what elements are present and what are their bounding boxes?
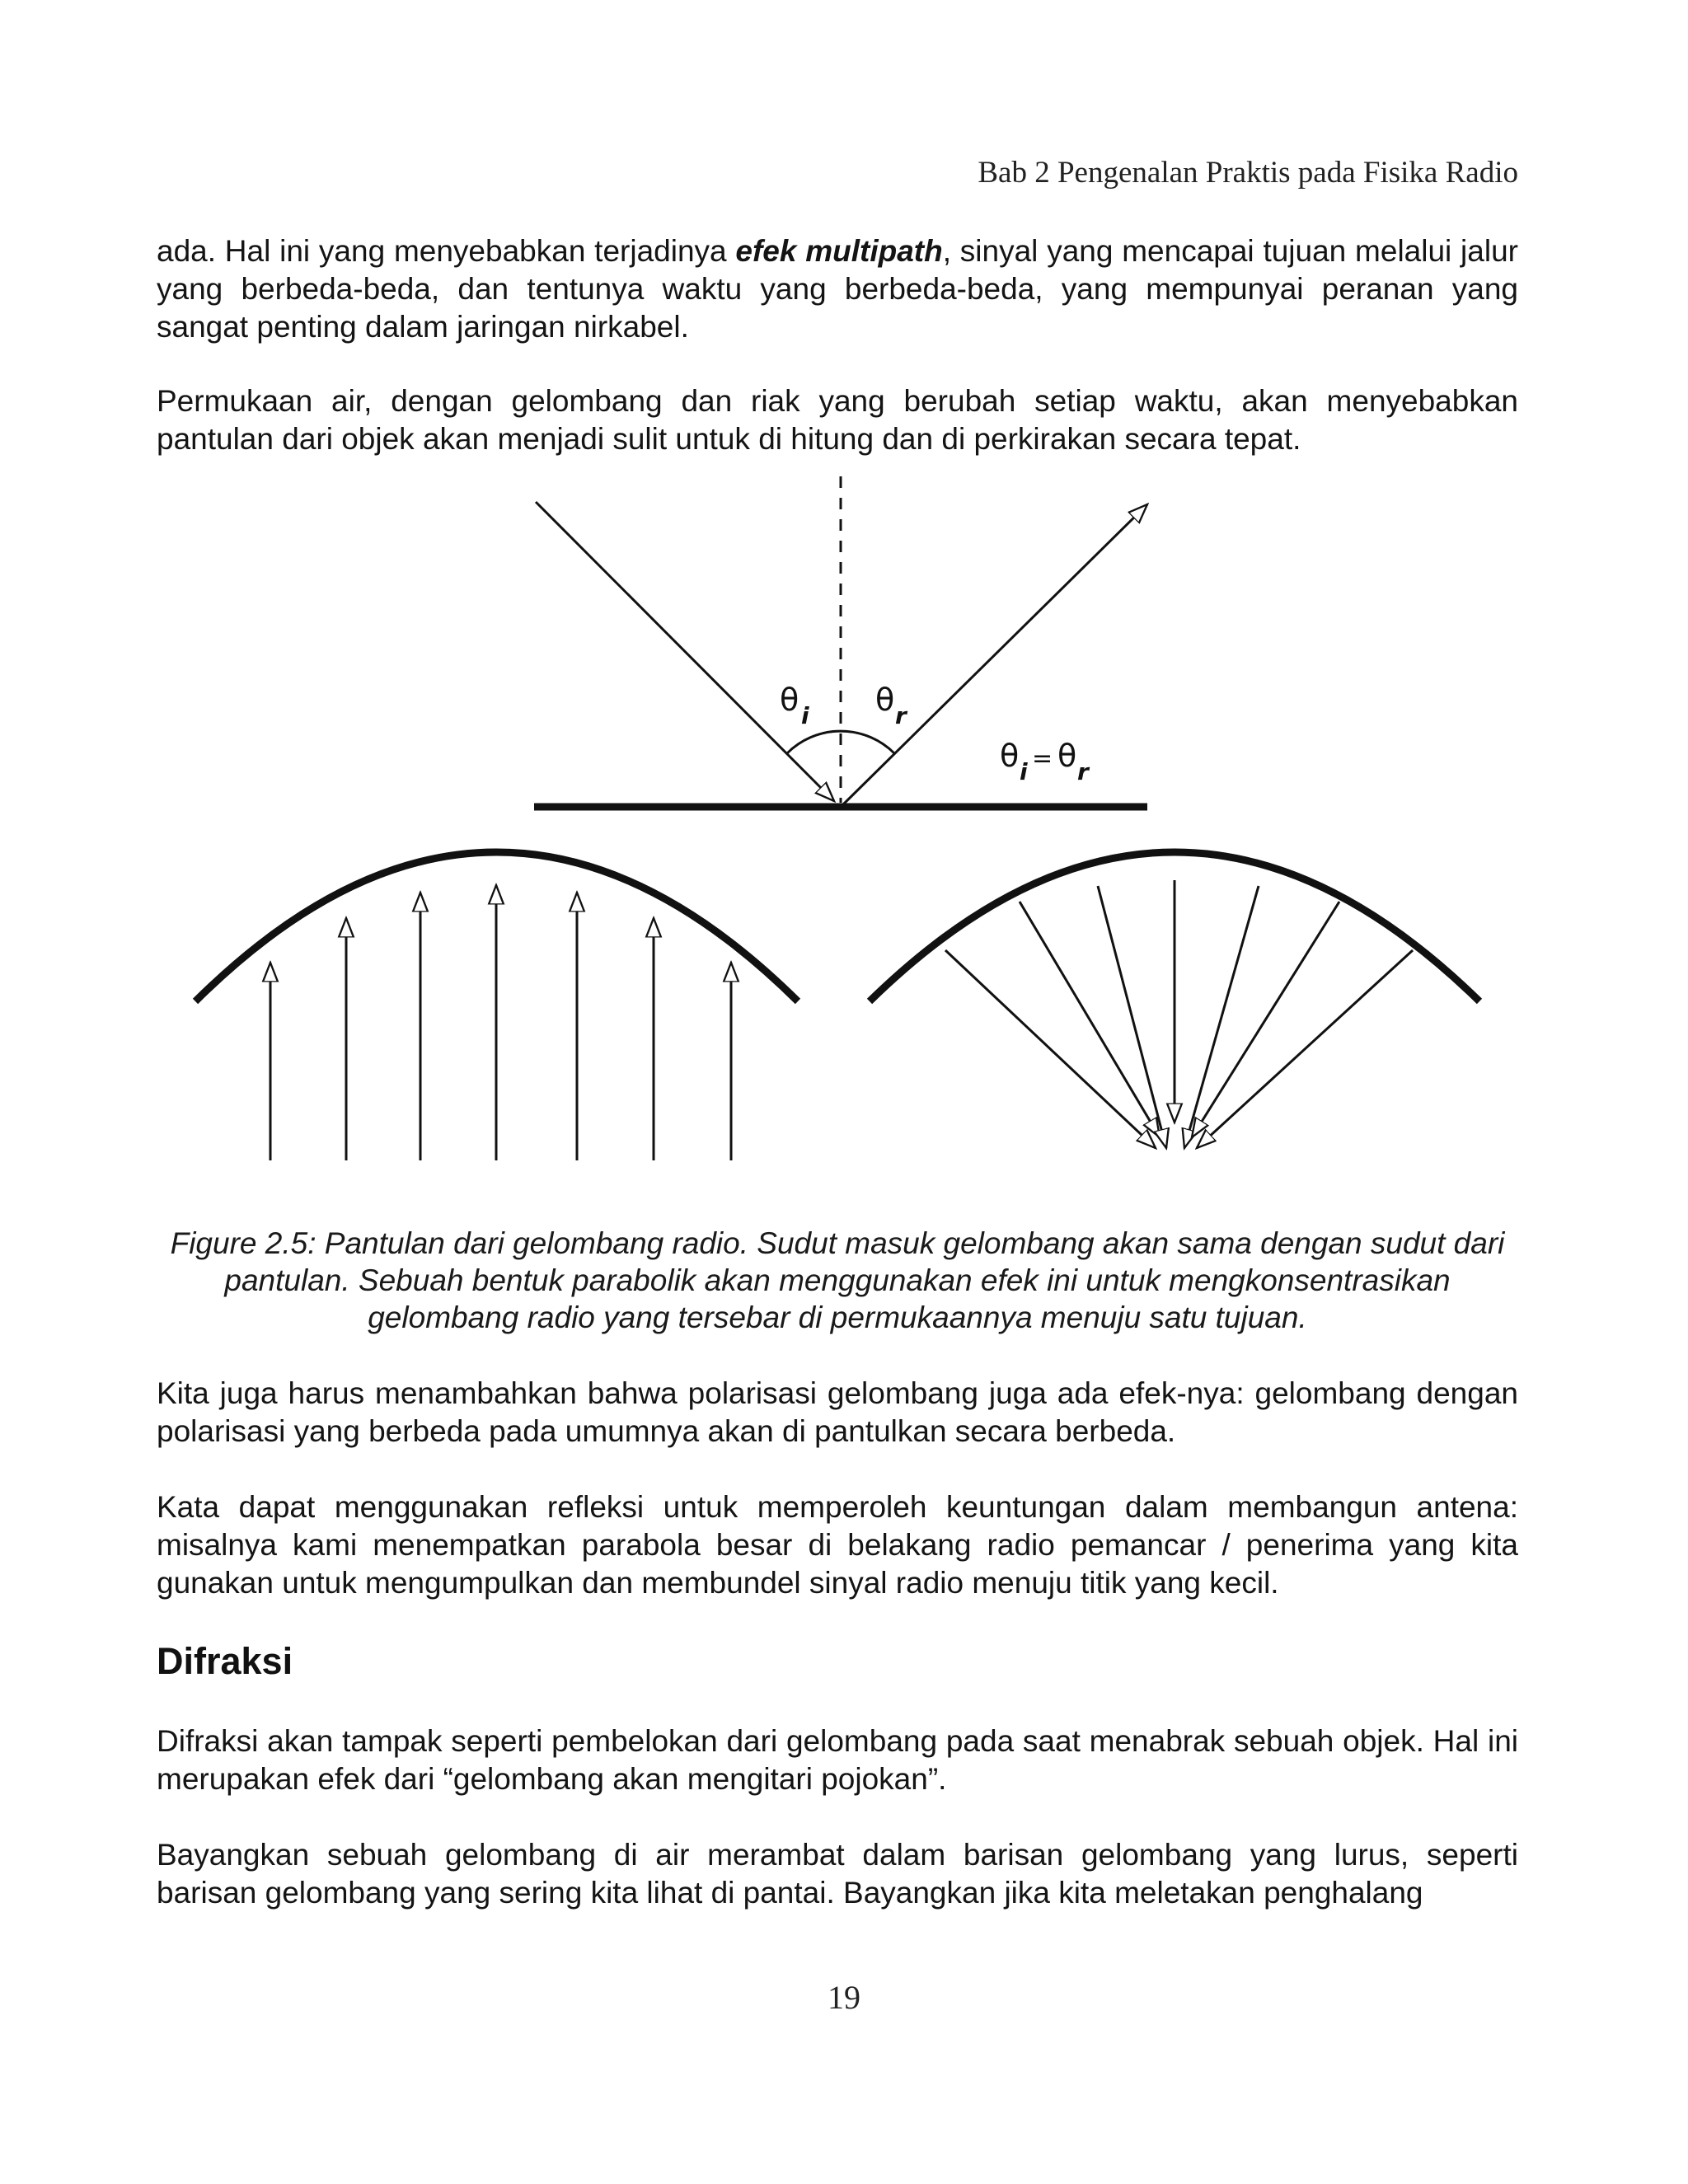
section-heading-difraksi: Difraksi [157,1640,293,1682]
theta-incident-symbol: θ [780,682,799,718]
reflected-ray [841,504,1147,807]
equation-sub-r: r [1077,758,1089,785]
paragraph-antenna-reflection: Kata dapat menggunakan refleksi untuk memperoleh keuntungan dalam membangun antena: misalnya kami menempatkan parabola besar di belakang radio pemancar / penerima yang kita gunakan untuk mengumpulkan dan membundel sinyal radio menuju titik yang kecil. [157,1490,1518,1600]
theta-incident-subscript: i [801,702,809,729]
incoming-parallel-rays [270,885,731,1160]
equation-theta-i: θ [1000,738,1020,774]
focused-ray [1098,886,1166,1148]
focused-ray [1197,950,1413,1148]
paragraph-water-surface: Permukaan air, dengan gelombang dan riak yang berubah setiap waktu, akan menyebabkan pantulan dari objek akan menjadi sulit untuk di hitung dan di perkirakan secara tepat. [157,384,1518,456]
theta-reflect-subscript: r [895,702,907,729]
paragraph-diffraction-intro: Difraksi akan tampak seperti pembelokan dari gelombang pada saat menabrak sebuah objek. Hal ini merupakan efek dari “gelombang akan mengitari pojokan”. [157,1724,1518,1796]
paragraph-polarization: Kita juga harus menambahkan bahwa polarisasi gelombang juga ada efek-nya: gelombang dengan polarisasi yang berbeda pada umumnya akan di pantulkan secara berbeda. [157,1376,1518,1448]
running-header: Bab 2 Pengenalan Praktis pada Fisika Radio [978,156,1518,190]
focused-ray [1192,902,1339,1137]
paragraph-diffraction-example: Bayangkan sebuah gelombang di air merambat dalam barisan gelombang yang lurus, seperti barisan gelombang yang sering kita lihat di pantai. Bayangkan jika kita meletakan penghalang [157,1838,1518,1910]
focused-ray [1020,902,1160,1137]
paragraph-text: , sinyal yang mencapai tujuan melalui jalur yang berbeda-beda, dan tentunya waktu yang berbeda-beda, yang mempunyai peranan yang sangat penting dalam jaringan nirkabel. [157,234,1518,344]
focused-rays [945,880,1413,1148]
focused-ray [1184,886,1259,1148]
incident-ray [536,502,834,801]
figure-caption: Figure 2.5: Pantulan dari gelombang radio. Sudut masuk gelombang akan sama dengan sudut dari pantulan. Sebuah bentuk parabolik akan menggunakan efek ini untuk mengkonsentrasikan gelombang radio yang tersebar di permukaannya menuju satu tujuan. [170,1226,1505,1334]
theta-reflect-symbol: θ [875,682,895,718]
equation-theta-r: θ [1057,738,1077,774]
equation-equals: = [1032,744,1053,773]
page-number: 19 [828,1979,860,2016]
paragraph-text: ada. Hal ini yang menyebabkan terjadinya [157,234,736,268]
emphasis-term: efek multipath [735,234,943,268]
focused-ray [945,950,1156,1148]
equation-sub-i: i [1020,758,1028,785]
